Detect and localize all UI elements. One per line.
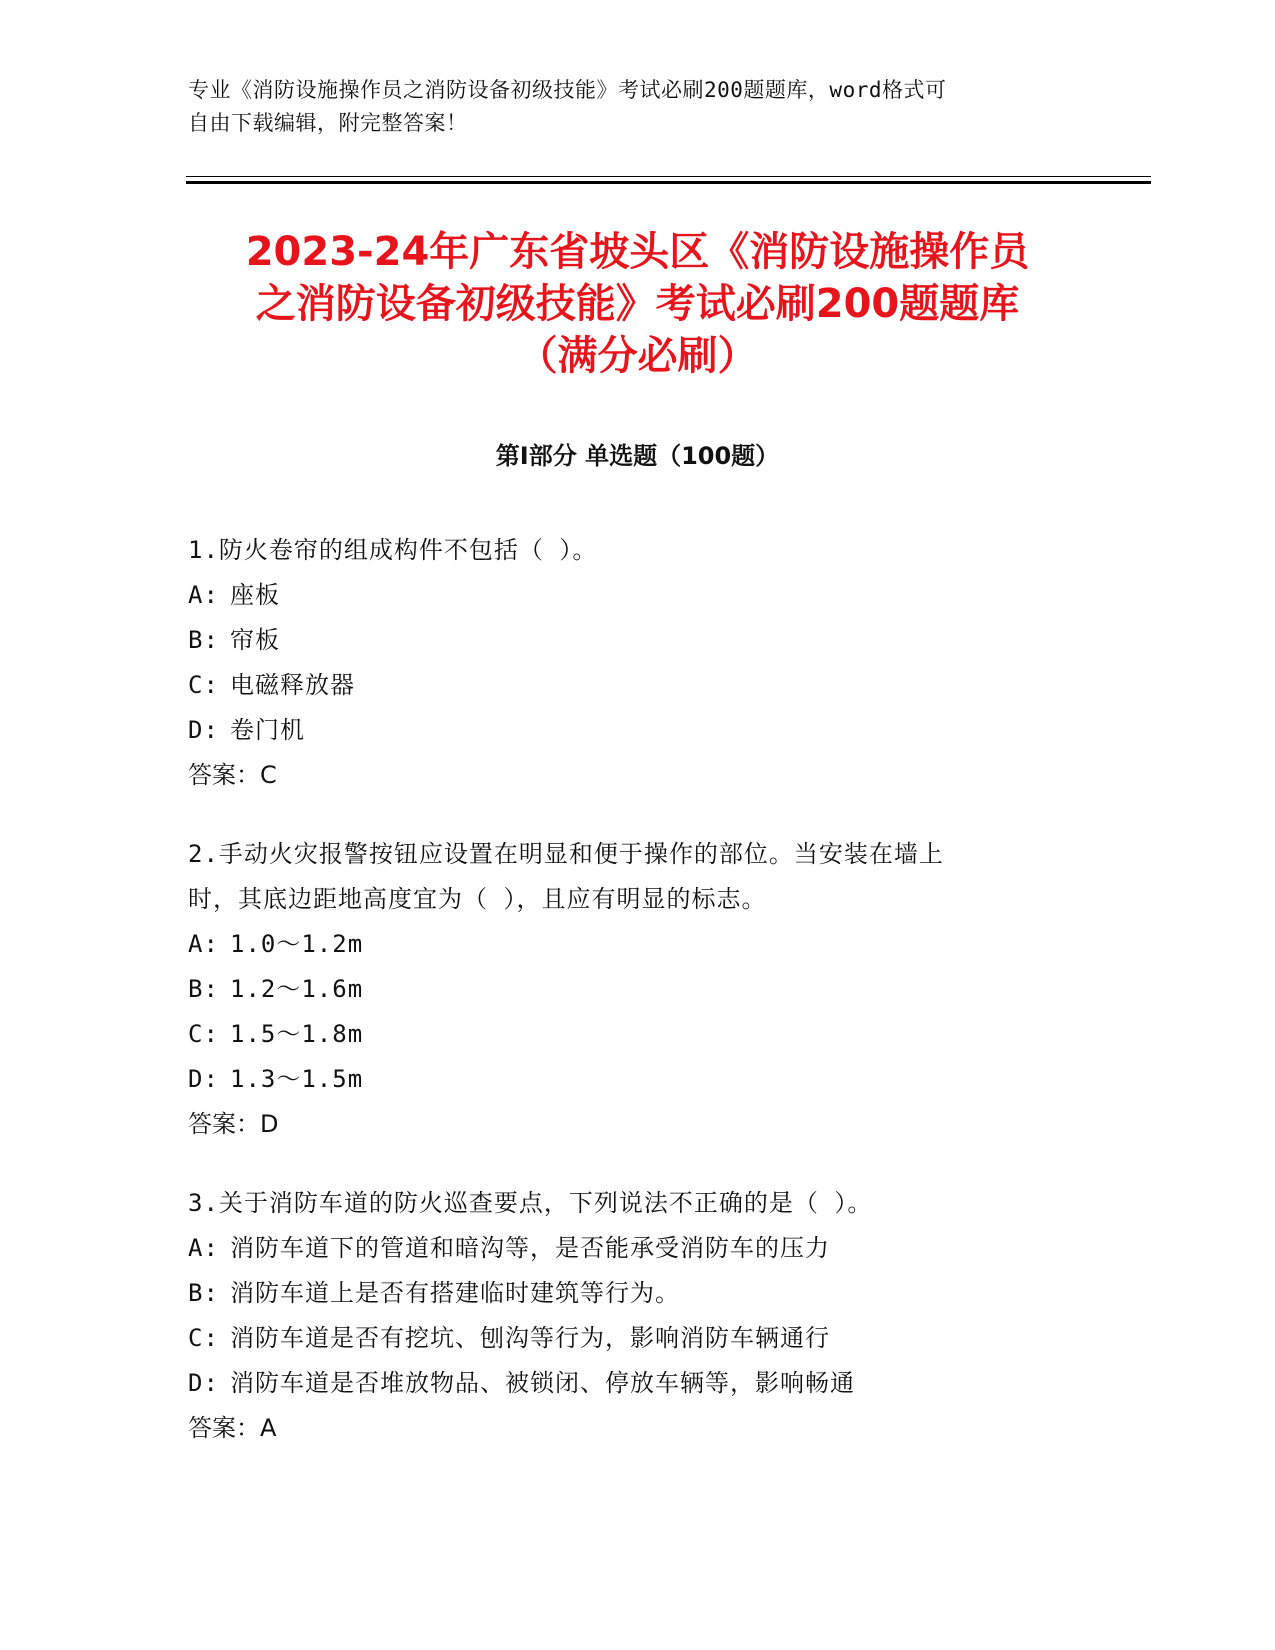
option-text: 消防车道下的管道和暗沟等，是否能承受消防车的压力 — [230, 1234, 830, 1262]
option-key: D: — [188, 1369, 219, 1397]
answer: 答案：C — [188, 761, 277, 789]
option-text: 卷门机 — [230, 716, 305, 744]
question-stem: 1.防火卷帘的组成构件不包括（ ）。 — [188, 536, 598, 564]
option-a — [188, 922, 1068, 967]
option-b — [188, 618, 1068, 663]
option-text: 电磁释放器 — [230, 671, 355, 699]
option-key: B: — [188, 975, 219, 1003]
header-note-line-2: 自由下载编辑，附完整答案！ — [188, 111, 468, 135]
option-b — [188, 1271, 1068, 1316]
option-key: C: — [188, 1020, 219, 1048]
option-text: 消防车道是否有挖坑、刨沟等行为，影响消防车辆通行 — [230, 1324, 830, 1352]
option-key: C: — [188, 1324, 219, 1352]
question-list — [188, 528, 1068, 1485]
option-text: 1.0～1.2m — [230, 930, 364, 958]
option-text: 1.5～1.8m — [230, 1020, 364, 1048]
option-c — [188, 663, 1068, 708]
option-key: A: — [188, 581, 219, 609]
option-c — [188, 1316, 1068, 1361]
option-key: A: — [188, 930, 219, 958]
option-b — [188, 967, 1068, 1012]
option-key: C: — [188, 671, 219, 699]
option-d — [188, 1057, 1068, 1102]
option-key: B: — [188, 1279, 219, 1307]
document-title-line-3: （满分必刷） — [517, 333, 758, 379]
question-stem: 2.手动火灾报警按钮应设置在明显和便于操作的部位。当安装在墙上 — [188, 840, 944, 868]
option-key: A: — [188, 1234, 219, 1262]
document-title-line-2: 之消防设备初级技能》考试必刷200题题库 — [255, 281, 1020, 327]
option-text: 1.2～1.6m — [230, 975, 364, 1003]
option-text: 座板 — [230, 581, 280, 609]
option-d — [188, 708, 1068, 753]
header-note-line-1: 专业《消防设施操作员之消防设备初级技能》考试必刷200题题库，word格式可 — [188, 78, 947, 102]
header-divider-thin — [186, 176, 1151, 177]
option-text: 消防车道上是否有搭建临时建筑等行为。 — [230, 1279, 680, 1307]
option-a — [188, 573, 1068, 618]
option-text: 1.3～1.5m — [230, 1065, 364, 1093]
option-text: 消防车道是否堆放物品、被锁闭、停放车辆等，影响畅通 — [230, 1369, 855, 1397]
header-divider-thick — [186, 181, 1151, 184]
answer: 答案：A — [188, 1414, 277, 1442]
question-1 — [188, 528, 1068, 798]
option-text: 帘板 — [230, 626, 280, 654]
section-heading: 第Ⅰ部分 单选题（100题） — [495, 442, 780, 470]
document-title-line-1: 2023-24年广东省坡头区《消防设施操作员 — [245, 229, 1030, 275]
question-2 — [188, 832, 1068, 1147]
option-a — [188, 1226, 1068, 1271]
option-c — [188, 1012, 1068, 1057]
header-note — [188, 74, 1088, 140]
option-key: B: — [188, 626, 219, 654]
answer: 答案：D — [188, 1110, 279, 1138]
document-title — [150, 226, 1125, 382]
option-d — [188, 1361, 1068, 1406]
question-stem: 3.关于消防车道的防火巡查要点，下列说法不正确的是（ ）。 — [188, 1189, 873, 1217]
question-3 — [188, 1181, 1068, 1451]
option-key: D: — [188, 716, 219, 744]
question-stem-continued: 时，其底边距地高度宜为（ ），且应有明显的标志。 — [188, 885, 767, 913]
option-key: D: — [188, 1065, 219, 1093]
